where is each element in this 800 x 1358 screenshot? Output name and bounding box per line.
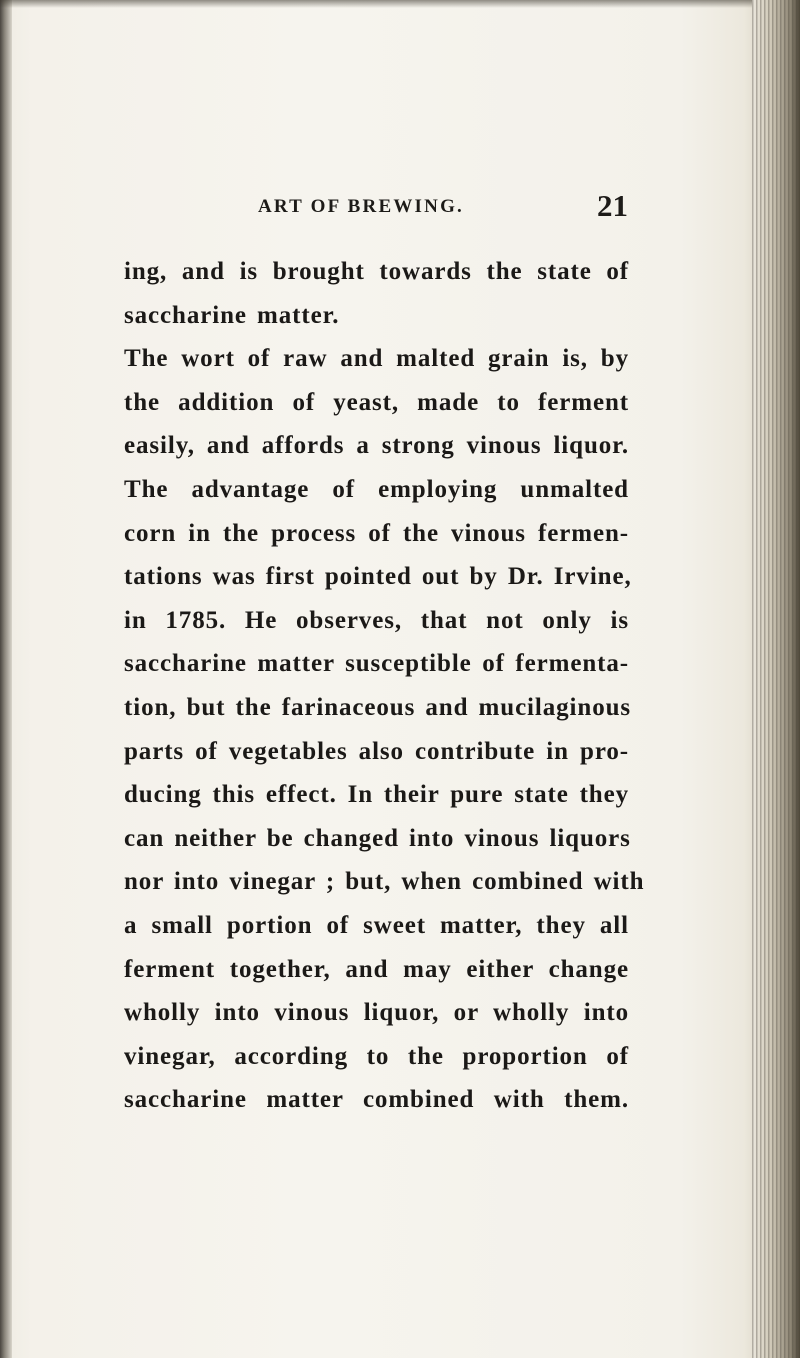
body-text <box>124 250 645 1122</box>
text-line: nor into vinegar ; but, when combined with <box>124 868 645 896</box>
text-line: ferment together, and may either change <box>124 955 629 983</box>
text-line: parts of vegetables also contribute in pro- <box>124 737 629 765</box>
text-line: ducing this effect. In their pure state they <box>124 781 629 809</box>
text-line: corn in the process of the vinous fermen- <box>124 519 629 547</box>
page-header <box>258 188 628 224</box>
text-line: vinegar, according to the proportion of <box>124 1042 629 1070</box>
text-line: tations was first pointed out by Dr. Irvine, <box>124 563 632 591</box>
page-fore-edge <box>752 0 800 1358</box>
text-line: tion, but the farinaceous and mucilaginous <box>124 693 632 721</box>
text-line: in 1785. He observes, that not only is <box>124 606 629 634</box>
text-line: can neither be changed into vinous liquors <box>124 824 631 852</box>
text-line: a small portion of sweet matter, they all <box>124 911 629 939</box>
text-line: saccharine matter. <box>124 301 340 329</box>
text-line: wholly into vinous liquor, or wholly into <box>124 999 629 1027</box>
text-line: the addition of yeast, made to ferment <box>124 388 629 416</box>
text-line: The advantage of employing unmalted <box>124 475 629 503</box>
text-line: saccharine matter combined with them. <box>124 1086 629 1114</box>
running-head: ART OF BREWING. <box>258 196 464 217</box>
text-line: easily, and affords a strong vinous liquor. <box>124 432 629 460</box>
text-line: ing, and is brought towards the state of <box>124 258 629 285</box>
text-line: saccharine matter susceptible of fermenta- <box>124 650 629 678</box>
text-line: The wort of raw and malted grain is, by <box>124 345 629 373</box>
page-top-shadow <box>0 0 800 8</box>
page-number: 21 <box>597 188 628 223</box>
page-gutter-edge <box>0 0 12 1358</box>
